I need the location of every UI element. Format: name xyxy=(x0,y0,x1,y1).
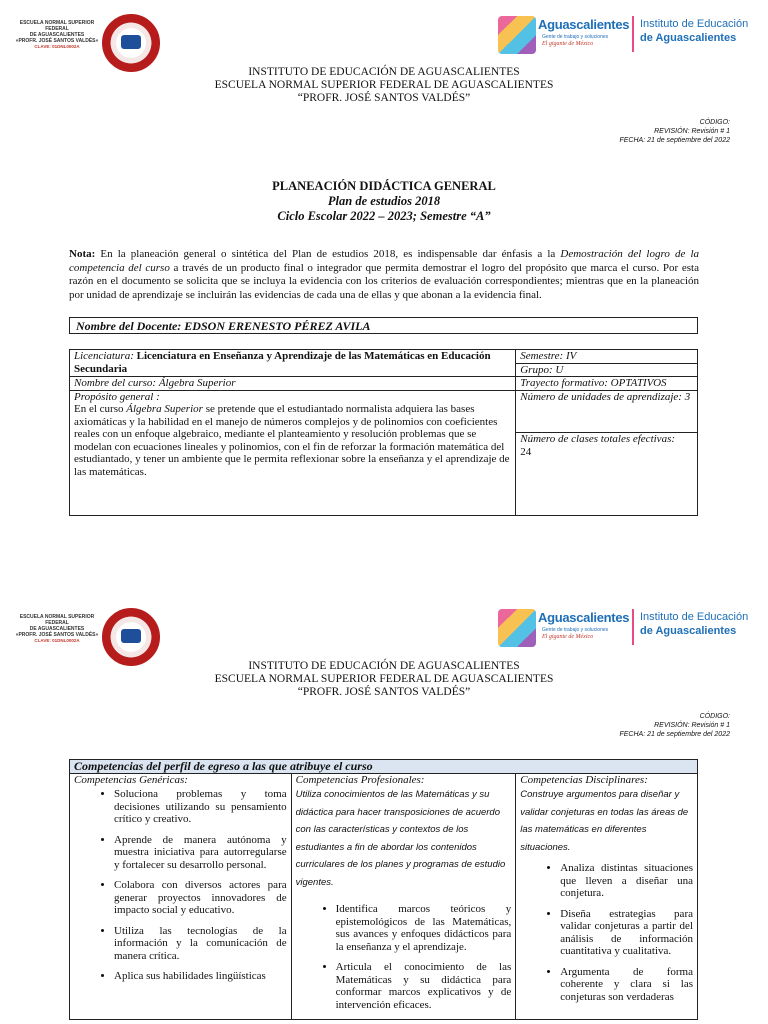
ags-tagline-p2: Gente de trabajo y soluciones xyxy=(542,627,609,633)
school-seal-icon-p2 xyxy=(102,608,160,666)
docente-name: Nombre del Docente: EDSON ERENESTO PÉREZ AVILA xyxy=(76,319,371,333)
trayecto-value: Trayecto formativo: OPTATIVOS xyxy=(520,377,667,389)
school-logo-text-p2 xyxy=(14,614,100,644)
disciplinares-list xyxy=(520,862,693,1003)
ags-logo xyxy=(498,14,750,58)
nota-text2: a través de un producto final o integrador que permita demostrar el logro del propósito que marca el curso. Por esta razón en el documento se solicita que se incluya la evidencia con los criterios de evaluación correspondientes; mientras que en la planeación por unidad de aprendizaje se incluirán las evidencias de cada una de ellas y que abonan a la evidencia final. xyxy=(69,261,699,301)
ags-brand-p2: Aguascalientes xyxy=(538,610,630,625)
school-logo-text xyxy=(14,20,100,50)
list-item: • Analiza distintas situaciones que lleven a diseñar una conjetura. xyxy=(560,862,693,900)
list-item: • Argumenta de forma coherente y clara si las conjeturas son verdaderas xyxy=(560,966,693,1004)
trayecto-cell xyxy=(516,377,698,391)
disciplinares-desc: Construye argumentos para diseñar y validar conjeturas en todas las áreas de las matemáticas en diferentes situaciones. xyxy=(520,789,689,853)
nota-emphasis: Demostración del logro de la competencia del curso xyxy=(69,248,699,274)
meta-codigo: CÓDIGO: xyxy=(699,119,730,126)
header-line3: “PROFR. JOSÉ SANTOS VALDÉS” xyxy=(297,92,471,104)
school-seal-icon xyxy=(102,14,160,72)
licenciatura-label: Licenciatura: xyxy=(74,350,134,362)
school-logo-line2: DE AGUASCALIENTES xyxy=(29,32,85,38)
title-line2: Plan de estudios 2018 xyxy=(327,194,441,208)
school-logo-line3: «PROFR. JOSÉ SANTOS VALDÉS» xyxy=(15,38,99,44)
disciplinares-cell xyxy=(516,773,698,1020)
disciplinares-title: Competencias Disciplinares: xyxy=(520,773,648,786)
school-logo-line1-p2: ESCUELA NORMAL SUPERIOR FEDERAL xyxy=(19,614,95,626)
unidades-cell xyxy=(516,390,698,433)
ags-mark-icon xyxy=(498,16,536,54)
list-item: • Aprende de manera autónoma y muestra iniciativa para autorregularse y fortalecer su desarrollo personal. xyxy=(114,834,287,872)
curso-cell xyxy=(70,377,516,391)
licenciatura-cell xyxy=(70,350,516,377)
iea-logo-line2: de Aguascalientes xyxy=(640,32,737,44)
iea-logo-line1-p2: Instituto de Educación xyxy=(640,611,749,623)
meta-codigo-p2: CÓDIGO: xyxy=(699,713,730,720)
ags-slogan-p2: El gigante de México xyxy=(542,634,594,640)
nota-text1: En la planeación general o sintética del Plan de estudios 2018, es indispensable dar énfasis a la xyxy=(95,248,561,260)
meta-revision-p2: REVISIÓN: Revisión # 1 xyxy=(654,722,730,729)
list-item: • Diseña estrategias para validar conjeturas a partir del análisis de información cuantitativa y cualitativa. xyxy=(560,908,693,958)
list-item: • Soluciona problemas y toma decisiones utilizando su pensamiento crítico y creativo. xyxy=(114,788,287,826)
meta-fecha: FECHA: 21 de septiembre del 2022 xyxy=(619,137,730,144)
ags-brand: Aguascalientes xyxy=(538,17,630,32)
grupo-value: Grupo: U xyxy=(520,363,564,376)
nota-paragraph xyxy=(69,248,699,302)
ags-slogan: El gigante de México xyxy=(542,41,594,47)
proposito-cell xyxy=(70,390,516,515)
proposito-course: Álgebra Superior xyxy=(126,403,203,415)
header-line2-p2: ESCUELA NORMAL SUPERIOR FEDERAL DE AGUASCALIENTES xyxy=(214,673,554,685)
institution-header xyxy=(0,66,768,105)
proposito-text: se pretende que el estudiantado normalista adquiera las bases axiomáticas y la habilidad en el manejo de números complejos y de polinomios con coeficientes reales con un enfoque algebraico, mediante el planteamiento y resolución problemas que se modelan con ecuaciones lineales y polinomios, con el fin de reforzar la formación matemática del estudiantado, y tener un ambiente que le permita reflexionar sobre la enseñanza y el aprendizaje de las matemáticas. xyxy=(74,403,510,478)
title-line3: Ciclo Escolar 2022 – 2023; Semestre “A” xyxy=(277,209,491,223)
profesionales-cell xyxy=(291,773,516,1020)
docente-box xyxy=(69,317,698,334)
document-title xyxy=(0,179,768,224)
header-line1: INSTITUTO DE EDUCACIÓN DE AGUASCALIENTES xyxy=(248,66,520,78)
genericas-list xyxy=(74,788,287,983)
iea-logo-line1: Instituto de Educación xyxy=(640,18,749,30)
profesionales-title: Competencias Profesionales: xyxy=(295,773,425,786)
competencias-heading-text: Competencias del perfil de egreso a las que atribuye el curso xyxy=(74,759,373,773)
document-meta xyxy=(619,118,730,145)
list-item: • Aplica sus habilidades lingüísticas xyxy=(114,970,287,983)
semestre-value: Semestre: IV xyxy=(520,350,577,362)
genericas-title: Competencias Genéricas: xyxy=(74,773,188,786)
genericas-cell xyxy=(70,773,292,1020)
iea-logo-line2-p2: de Aguascalientes xyxy=(640,625,737,637)
clases-cell xyxy=(516,433,698,515)
clases-label: Número de clases totales efectivas: xyxy=(520,433,676,446)
school-logo-clave: CLAVE: 01DNL0002A xyxy=(34,44,80,49)
grupo-cell xyxy=(516,363,698,377)
ags-logo-p2 xyxy=(498,607,750,651)
profesionales-desc: Utiliza conocimientos de las Matemáticas y su didáctica para hacer transposiciones de acuerdo con las características y contextos de los estudiantes a fin de abordar los contenidos curriculares de los planes y programas de estudio vigentes. xyxy=(295,789,506,888)
document-meta-p2 xyxy=(619,712,730,739)
header-line3-p2: “PROFR. JOSÉ SANTOS VALDÉS” xyxy=(297,686,471,698)
logo-divider xyxy=(632,16,634,52)
proposito-label: Propósito general : xyxy=(74,390,160,403)
header-line1-p2: INSTITUTO DE EDUCACIÓN DE AGUASCALIENTES xyxy=(248,660,520,672)
clases-value: 24 xyxy=(520,445,532,458)
profesionales-list xyxy=(296,903,512,1011)
nota-label: Nota: xyxy=(69,248,96,260)
list-item: • Articula el conocimiento de las Matemáticas y su didáctica para conformar marcos explicativos y de intervención eficaces. xyxy=(336,961,512,1011)
meta-revision: REVISIÓN: Revisión # 1 xyxy=(654,128,730,135)
ags-tagline: Gente de trabajo y soluciones xyxy=(542,34,609,40)
school-logo-line2-p2: DE AGUASCALIENTES xyxy=(29,626,85,632)
proposito-pre: En el curso xyxy=(74,403,127,415)
list-item: • Utiliza las tecnologías de la información y la comunicación de manera crítica. xyxy=(114,925,287,963)
unidades-value: Número de unidades de aprendizaje: 3 xyxy=(520,390,691,403)
school-logo-line3-p2: «PROFR. JOSÉ SANTOS VALDÉS» xyxy=(15,632,99,638)
list-item: • Colabora con diversos actores para generar proyectos innovadores de impacto social y educativo. xyxy=(114,879,287,917)
meta-fecha-p2: FECHA: 21 de septiembre del 2022 xyxy=(619,731,730,738)
title-line1: PLANEACIÓN DIDÁCTICA GENERAL xyxy=(272,179,496,193)
ags-mark-icon-p2 xyxy=(498,609,536,647)
school-logo-clave-p2: CLAVE: 01DNL0002A xyxy=(34,638,80,643)
logo-divider-p2 xyxy=(632,609,634,645)
header-line2: ESCUELA NORMAL SUPERIOR FEDERAL DE AGUASCALIENTES xyxy=(214,79,554,91)
curso-value: Nombre del curso: Álgebra Superior xyxy=(74,377,236,389)
institution-header-p2 xyxy=(0,660,768,699)
competencias-heading xyxy=(70,760,698,774)
licenciatura-value: Licenciatura en Enseñanza y Aprendizaje de las Matemáticas en Educación Secundaria xyxy=(74,350,491,375)
competencias-table xyxy=(69,759,698,1020)
course-info-table xyxy=(69,349,698,516)
school-logo-line1: ESCUELA NORMAL SUPERIOR FEDERAL xyxy=(19,20,95,32)
semestre-cell xyxy=(516,350,698,364)
school-logo xyxy=(14,14,154,74)
list-item: • Identifica marcos teóricos y epistemológicos de las Matemáticas, sus avances y enfoques didácticos para la enseñanza y el aprendizaje. xyxy=(336,903,512,953)
school-logo-p2 xyxy=(14,608,154,668)
